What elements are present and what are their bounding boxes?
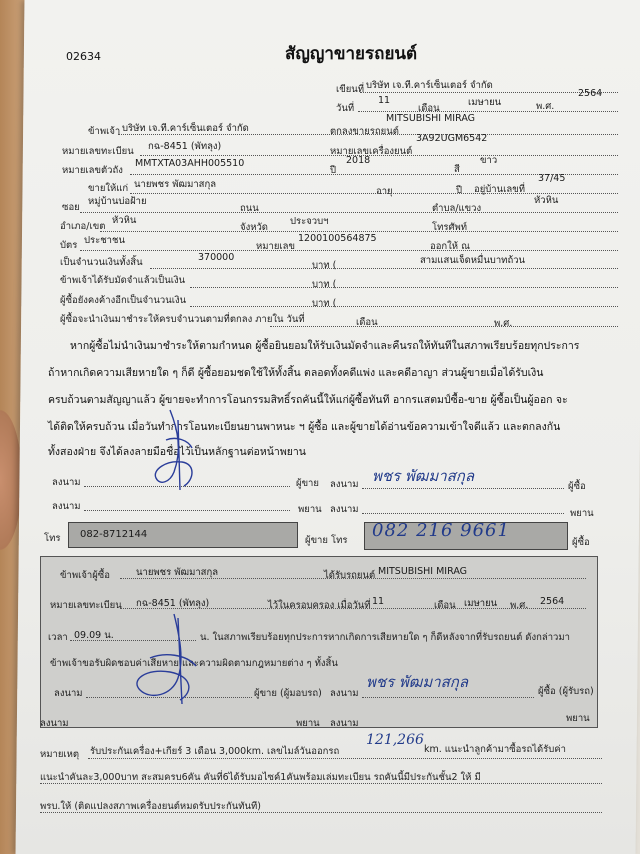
date-line	[358, 111, 618, 112]
witness1-sign-label: ลงนาม	[52, 501, 81, 512]
witness2-sign-label: ลงนาม	[330, 504, 359, 515]
plate-value: กฉ-8451 (พัทลุง)	[148, 141, 222, 152]
receipt-seller-signature-scribble	[120, 608, 230, 708]
issued-at-label: ออกให้ ณ	[430, 241, 470, 252]
receipt-witness1-line	[72, 727, 292, 728]
pay-rest-line	[270, 326, 618, 327]
card-line	[80, 250, 618, 251]
receipt-day-value: 11	[372, 596, 385, 607]
soi-line	[80, 212, 618, 213]
terms-line-2: ถ้าหากเกิดความเสียหายใด ๆ ก็ดี ผู้ซื้อยอมชดใช้ให้ทั้งสิ้น ตลอดทั้งคดีแพ่ง และคดีอาญา ส่วนผู้ขายเมื่อได้รับเงิน	[48, 367, 544, 379]
remarks-label: หมายเหตุ	[40, 749, 80, 760]
car-brand-value: MITSUBISHI MIRAG	[386, 113, 476, 124]
terms-line-4: ได้ติดให้ครบถ้วน เมื่อวันทำการโอนทะเบียนยานพาหนะ ฯ ผู้ซื้อ และผู้ขายได้อ่านข้อความเข้าใจดีแล้ว และตกลงกัน	[48, 421, 561, 433]
remaining-line	[190, 306, 618, 307]
receipt-buyer-role: ผู้ซื้อ (ผู้รับรถ)	[538, 686, 594, 697]
receipt-month-label: เดือน	[434, 600, 456, 611]
address-label: อยู่บ้านเลขที่	[474, 184, 525, 195]
date-day-value: 11	[378, 95, 391, 106]
date-month-value: เมษายน	[468, 97, 502, 108]
pay-rest-label: ผู้ซื้อจะนำเงินมาชำระให้ครบจำนวนตามที่ตกลง ภายใน วันที่	[60, 314, 305, 325]
buyer-name-value: นายพชร พัฒมาสกุล	[134, 179, 217, 190]
total-label: เป็นจำนวนเงินทั้งสิ้น	[60, 257, 143, 268]
date-year-label: พ.ศ.	[536, 101, 555, 112]
remarks-line3-underline	[40, 812, 602, 813]
card-type-value: ประชาชน	[84, 235, 125, 246]
witness1-role-label: พยาน	[298, 504, 322, 515]
district-value: หัวหิน	[112, 215, 137, 226]
receipt-condition-text: น. ในสภาพเรียบร้อยทุกประการหากเกิดการเสียหายใด ๆ ก็ดีหลังจากที่รับรถยนต์ ดังกล่าวมา	[200, 632, 570, 643]
year-model-label: ปี	[330, 165, 337, 176]
receipt-buyer-label: ข้าพเจ้าผู้ซื้อ	[60, 570, 110, 581]
total-line	[150, 268, 618, 269]
receipt-year-label: พ.ศ.	[510, 600, 529, 611]
pay-rest-month-label: เดือน	[356, 317, 378, 328]
remarks-mileage: 121,266	[366, 732, 424, 748]
road-label: ถนน	[240, 203, 259, 214]
deposit-line	[190, 287, 618, 288]
soi-value: หมู่บ้านบ่อฝ้าย	[88, 196, 147, 207]
date-day-label: วันที่	[336, 103, 355, 114]
document-number: 02634	[66, 50, 101, 63]
deposit-label: ข้าพเจ้าได้รับมัดจำแล้วเป็นเงิน	[60, 275, 186, 286]
card-no-label: หมายเลข	[256, 241, 295, 252]
pay-rest-year-label: พ.ศ.	[494, 318, 513, 329]
receipt-buyer-value: นายพชร พัฒมาสกุล	[136, 567, 219, 578]
province-value: ประจวบฯ	[290, 216, 329, 227]
receipt-time-value: 09.09 น.	[74, 630, 114, 641]
district-label: อำเภอ/เขต	[60, 221, 106, 232]
remarks-line1-a: รับประกันเครื่อง+เกียร์ 3 เดือน 3,000km. เลขไมล์วันออกรถ	[90, 746, 340, 757]
written-at-label: เขียนที่	[336, 84, 365, 95]
receipt-time-label: เวลา	[48, 632, 68, 643]
buyer-sign-label: ลงนาม	[330, 479, 359, 490]
subdistrict-value: หัวหิน	[534, 195, 559, 206]
age-label: อายุ	[376, 186, 393, 197]
date-month-label: เดือน	[418, 103, 440, 114]
receipt-seller-sign-label: ลงนาม	[54, 688, 83, 699]
plate-line	[140, 155, 618, 156]
receipt-plate-value: กฉ-8451 (พัทลุง)	[136, 598, 210, 609]
chassis-label: หมายเลขตัวถัง	[62, 165, 123, 176]
receipt-plate-label: หมายเลขทะเบียน	[50, 600, 122, 611]
terms-line-5: ทั้งสองฝ่าย จึงได้ลงลายมือชื่อไว้เป็นหลักฐานต่อหน้าพยาน	[48, 446, 306, 458]
receipt-buyer-line	[120, 578, 586, 579]
seller-phone-label: โทร	[44, 533, 61, 544]
house-no-value: 37/45	[538, 173, 566, 184]
agree-sell-label: ตกลงขายรถยนต์	[330, 126, 399, 137]
remarks-line1-underline	[88, 758, 602, 759]
seller-signature-scribble	[130, 400, 230, 500]
receipt-witness2-line	[362, 727, 562, 728]
phone-label: โทรศัพท์	[432, 222, 468, 233]
total-baht-label: บาท (	[312, 260, 337, 271]
remarks-line2-underline	[40, 783, 602, 784]
color-label: สี	[454, 164, 460, 175]
receipt-seller-role: ผู้ขาย (ผู้มอบรถ)	[254, 688, 322, 699]
remarks-line2: แนะนำคันละ3,000บาท สะสมครบ6คัน คันที่6ได้รับมอไซค์1คันพร้อมเล่มทะเบียน รถคันนี้มีประกันชั้น2 ให้ มี	[40, 772, 481, 783]
remaining-baht-label: บาท (	[312, 298, 337, 309]
soi-label: ซอย	[62, 202, 80, 213]
remarks-line3: พรบ.ให้ (ติดแปลงสภาพเครื่องยนต์หมดรับประกันทันที)	[40, 801, 261, 812]
seller-value: บริษัท เจ.ที.คาร์เซ็นเตอร์ จำกัด	[122, 123, 249, 134]
receipt-held-label: ไว้ในครอบครอง เมื่อวันที่	[268, 600, 371, 611]
receipt-witness2-sign-label: ลงนาม	[330, 718, 359, 729]
plate-label: หมายเลขทะเบียน	[62, 146, 134, 157]
terms-line-3: ครบถ้วนตามสัญญาแล้ว ผู้ขายจะทำการโอนกรรมสิทธิ์รถคันนี้ให้แก่ผู้ซื้อทันที อากรแสตมป์ซื้อ-ขาย ผู้ซื้อเป็นผู้ออก จะ	[48, 394, 568, 406]
sold-to-label: ขายให้แก่	[88, 183, 129, 194]
seller-line	[118, 134, 618, 135]
seller-phone-role: ผู้ขาย โทร	[305, 535, 348, 546]
receipt-received-label: ได้รับรถยนต์	[324, 570, 376, 581]
age-unit-label: ปี	[456, 185, 463, 196]
buyer-sign-line	[362, 488, 564, 489]
engine-label: หมายเลขเครื่องยนต์	[330, 146, 413, 157]
receipt-buyer-signature: พชร พัฒมาสกุล	[366, 673, 469, 691]
receipt-witness2-role: พยาน	[566, 713, 590, 724]
receipt-month-value: เมษายน	[464, 598, 498, 609]
receipt-year-value: 2564	[540, 596, 565, 607]
district-line	[100, 231, 618, 232]
buyer-signature: พชร พัฒมาสกุล	[372, 467, 475, 485]
deposit-baht-label: บาท (	[312, 279, 337, 290]
witness2-sign-line	[362, 513, 564, 514]
color-value: ขาว	[480, 155, 498, 166]
document-title: สัญญาขายรถยนต์	[285, 44, 418, 64]
receipt-buyer-sign-label: ลงนาม	[330, 688, 359, 699]
total-value: 370000	[198, 252, 235, 263]
seller-phone-value: 082-8712144	[80, 529, 148, 540]
witness1-sign-line	[84, 510, 290, 511]
province-label: จังหวัด	[240, 222, 268, 233]
card-label: บัตร	[60, 240, 78, 251]
receipt-responsibility-text: ข้าพเจ้าขอรับผิดชอบค่าเสียหาย และความผิดตามกฎหมายต่าง ๆ ทั้งสิ้น	[50, 658, 338, 669]
receipt-witness1-sign-label: ลงนาม	[40, 718, 69, 729]
buyer-phone-value: 082 216 9661	[372, 520, 510, 541]
receipt-buyer-sign-line	[362, 697, 534, 698]
seller-role-label: ผู้ขาย	[296, 478, 319, 489]
terms-line-1: หากผู้ซื้อไม่นำเงินมาชำระให้ตามกำหนด ผู้ซื้อยินยอมให้รับเงินมัดจำและคืนรถให้ทันทีในสภาพเรียบร้อยทุกประการ	[70, 340, 580, 352]
remarks-line1-b: km. แนะนำลูกค้ามาซื้อรถได้รับค่า	[424, 744, 566, 755]
buyer-phone-role: ผู้ซื้อ	[572, 537, 590, 548]
buyer-role-label: ผู้ซื้อ	[568, 481, 586, 492]
year-model-value: 2018	[346, 155, 371, 166]
total-words-value: สามแสนเจ็ดหมื่นบาทถ้วน	[420, 255, 526, 266]
subdistrict-label: ตำบล/แขวง	[432, 203, 482, 214]
receipt-car-brand: MITSUBISHI MIRAG	[378, 566, 468, 577]
written-at-value: บริษัท เจ.ที.คาร์เซ็นเตอร์ จำกัด	[366, 80, 493, 91]
seller-label: ข้าพเจ้า	[88, 126, 121, 137]
receipt-witness1-role: พยาน	[296, 718, 320, 729]
card-no-value: 1200100564875	[298, 233, 377, 244]
engine-value: 3A92UGM6542	[416, 133, 488, 144]
remaining-label: ผู้ซื้อยังคงค้างอีกเป็นจำนวนเงิน	[60, 295, 187, 306]
witness2-role-label: พยาน	[570, 508, 594, 519]
date-year-value: 2564	[578, 88, 603, 99]
seller-sign-label: ลงนาม	[52, 477, 81, 488]
chassis-value: MMTXTA03AHH005510	[135, 158, 245, 169]
